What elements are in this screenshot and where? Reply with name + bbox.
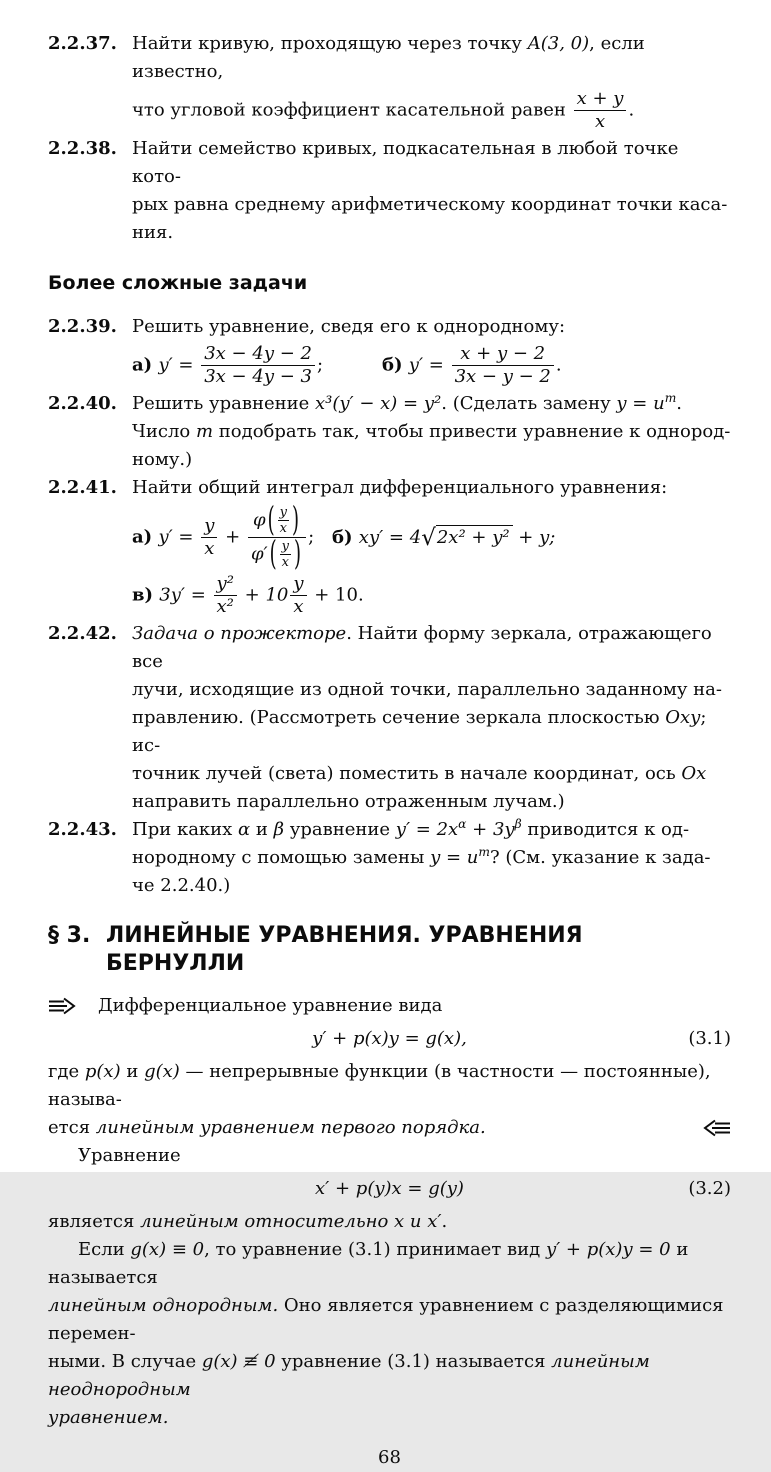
problem-text-line: ния. [132,222,174,243]
formula-item-b: б) xy′ = 4√2x² + y² + y; [332,524,556,551]
fraction: $\frac{y}{x}$ [281,539,290,570]
problem-number: 2.2.42. [48,623,117,644]
equation-formula: x′ + p(y)x = g(y) [315,1178,464,1199]
problem-text-line: правлению. (Рассмотреть сечение зеркала плоскостью Oxy; ис- [132,707,707,756]
theory-paragraph-line: Уравнение [78,1145,181,1166]
square-root: √2x² + y² [421,527,512,548]
problem-text-line: лучи, исходящие из одной точки, параллельно заданному на- [132,679,722,700]
problem-number: 2.2.39. [48,316,117,337]
problem-text-line: При каких α и β уравнение $y' = 2x^\alpha + 3y^\beta$ приводится к од- [132,817,690,840]
problem-2-2-40 [48,390,731,474]
problem-text-line: че 2.2.40.) [132,875,231,896]
theory-paragraph-line: линейным однородным. Оно является уравнением с разделяющимися перемен- [48,1295,724,1344]
problem-2-2-37 [48,30,731,135]
theory-paragraph-line: ется линейным уравнением первого порядка. [48,1114,731,1142]
fraction: $\frac{x + y}{x}$ [574,89,627,132]
problem-text-line: Найти общий интеграл дифференциального уравнения: [132,477,668,498]
theory-intro [48,992,731,1020]
problem-text-line: нородному с помощью замены $y = u^m$? (См. указание к зада- [132,845,711,868]
problem-text-line: Решить уравнение x³(y′ − x) = y². (Сделать замену $y = u^m$. [132,391,683,414]
equation-3-2 [48,1175,731,1203]
fraction: $\frac{y}{x}$ [290,574,306,617]
triple-arrow-left-icon [703,1119,731,1137]
theory-paragraph-line: ными. В случае g(x) ≢ 0 уравнение (3.1) называется линейным неоднородным [48,1351,650,1400]
theory-intro-text: Дифференциальное уравнение вида [98,995,443,1016]
problem-number: 2.2.40. [48,393,117,414]
problem-text-line: точник лучей (света) поместить в начале координат, ось Ox [132,763,707,784]
problem-2-2-38 [48,135,731,247]
fraction: $\frac{3x - 4y - 2}{3x - 4y - 3}$ [201,344,315,387]
problem-number: 2.2.43. [48,819,117,840]
formula-item-v: в) 3y′ = $\frac{\text{y²}}{\text{x²}}$ + 10 $\frac{y}{x}$ + 10. [132,573,364,617]
theory-paragraph-line: уравнением. [48,1407,169,1428]
section-heading [48,922,731,978]
subsection-heading: Более сложные задачи [48,272,308,294]
formula-row [132,343,731,388]
problem-text-line: Решить уравнение, сведя его к однородному: [132,316,566,337]
problem-text-line: Найти семейство кривых, подкасательная в любой точке кото- [132,138,679,187]
problem-number: 2.2.38. [48,138,117,159]
fraction: $\frac{\text{y²}}{\text{x²}}$ [214,574,237,617]
formula-item-a: а) y′ = $\frac{y}{x}$ + φ ( $\frac{y}{x}$ ) φ′ ( $\frac{y}{x}$ ) ; [132,500,315,573]
problem-2-2-42 [48,620,731,816]
triple-arrow-right-icon [48,997,76,1015]
section-number: § 3. [48,923,91,948]
page-number: 68 [378,1447,401,1468]
problem-text-line: рых равна среднему арифметическому координат точки каса- [132,194,728,215]
problem-text-line: ному.) [132,449,193,470]
theory-paragraph-line: Если g(x) ≡ 0, то уравнение (3.1) принимает вид y′ + p(x)y = 0 и называется [48,1239,689,1288]
problem-2-2-41 [48,474,731,620]
fraction: $\frac{y}{x}$ [279,505,287,536]
equation-3-1 [48,1025,731,1053]
equation-label: (3.1) [688,1028,731,1049]
formula-item-a: а) y′ = $\frac{3x - 4y - 2}{3x - 4y - 3}$ ; [132,343,324,387]
problem-text-line: Найти кривую, проходящую через точку A(3, 0), если известно, [132,33,645,82]
fraction: $\frac{x + y - 2}{3x - y - 2}$ [452,344,554,387]
big-fraction: φ ( $\frac{y}{x}$ ) φ′ ( $\frac{y}{x}$ ) [248,505,306,570]
fraction: $\frac{y}{x}$ [201,516,217,559]
theory-paragraph-line: является линейным относительно x и x′. [48,1211,448,1232]
problem-text-line: направить параллельно отраженным лучам.) [132,791,565,812]
formula-row [132,500,731,573]
theory-paragraph-line: где p(x) и g(x) — непрерывные функции (в частности — постоянные), называ- [48,1061,711,1110]
problem-number: 2.2.37. [48,33,117,54]
problem-number: 2.2.41. [48,477,117,498]
problem-text-line: Задача о прожекторе. Найти форму зеркала, отражающего все [132,623,712,672]
equation-formula: y′ + p(x)y = g(x), [312,1028,467,1049]
problem-text-line: что угловой коэффициент касательной равен $\frac{x + y}{x}$ . [132,88,635,132]
problem-2-2-39 [48,313,731,390]
equation-label: (3.2) [688,1178,731,1199]
formula-item-b: б) y′ = $\frac{x + y - 2}{3x - y - 2}$ . [382,343,562,387]
problem-2-2-43 [48,816,731,900]
section-title: ЛИНЕЙНЫЕ УРАВНЕНИЯ. УРАВНЕНИЯ БЕРНУЛЛИ [106,923,583,976]
theory-block [48,992,731,1432]
problem-text-line: Число m подобрать так, чтобы привести уравнение к однород- [132,421,731,442]
